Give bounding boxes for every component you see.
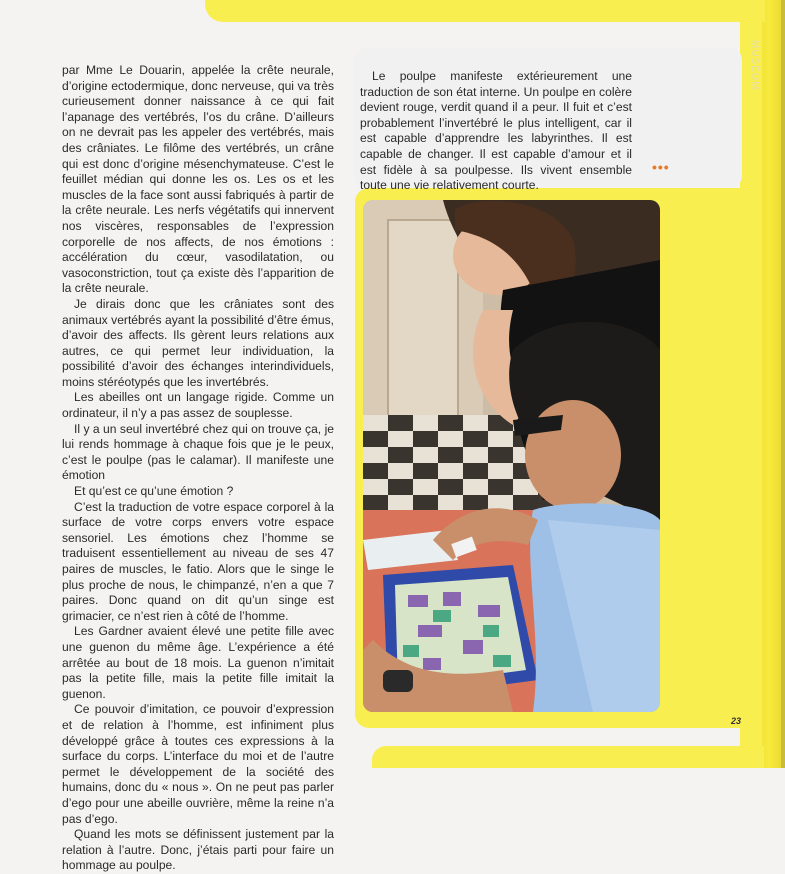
page-number: 23 — [731, 716, 742, 726]
spine-edge — [781, 0, 785, 768]
paragraph: Les Gardner avaient élevé une petite fille avec une guenon du même âge. L’expérience a été arrêtée au bout de 18 mois. La guenon n’imitait pas la petite fille, mais la petite fille imitait la guenon. — [62, 624, 334, 701]
paragraph: Il y a un seul invertébré chez qui on trouve ça, je lui rends hommage à chaque fois que je le peux, c’est le poulpe (pas le calamar). Il manifeste une émotion — [62, 421, 334, 483]
paragraph: Je dirais donc que les crâniates sont des animaux vertébrés ayant la possibilité d’être émus, d’avoir des affects. Ils gèrent leurs relations aux autres, ce qui permet leur individuation, la possibilité d’avoir des échanges interindividuels, moins stéréotypés que les invertébrés. — [62, 296, 334, 389]
paragraph: Quand les mots se définissent justement par la relation à l’autre. Donc, j’étais parti pour faire un hommage au poulpe. — [62, 827, 334, 873]
right-text-column — [360, 69, 632, 194]
left-text-column — [62, 63, 334, 874]
paragraph: Ce pouvoir d’imitation, ce pouvoir d’expression et de relation à l’homme, est infiniment plus développé grâce à toutes ces expressions à la surface du corps. L’interface du moi et de l’autre permet le développement de la société des humains, donc du « nous ». On ne peut pas parler d’ego pour une abeille ouvrière, même la reine n’a pas d’ego. — [62, 702, 334, 826]
yellow-bottom-band — [372, 746, 764, 768]
paragraph: C’est la traduction de votre espace corporel à la surface de votre corps envers votre espace sensoriel. Les émotions chez l’homme se traduisent essentiellement au niveau de ses 47 paires de muscles, le fatio. Alors que le singe le plus proche de nous, le chimpanzé, n’en a que 7 paires. Donc quand on dit qu’un singe est grimacier, ce n’est rien à côté de l’homme. — [62, 499, 334, 623]
ornament-dots: ••• — [652, 159, 670, 175]
yellow-top-band — [205, 0, 765, 22]
paragraph: par Mme Le Douarin, appelée la crête neurale, d’origine ectodermique, donc nerveuse, qui va très curieusement donner naissance à ce qui fait l’apanage des vertébrés, l’os du crâne. D’ailleurs on ne devrait pas les appeler des vertébrés, mais des crâniates. Le filôme des vertébrés, un crâne qui est donc d’origine mésenchymateuse. C’est le feuillet médian qui donne les os. Les os et les muscles de la face sont aussi fabriqués à partir de la crête neurale. Les nerfs végétatifs qui innervent nos viscères, responsables de l’expression corporelle de nos affects, de nos émotions : accélération du cœur, vasodilatation, ou vasoconstriction, tout ça existe dès l’apparition de la crête neurale. — [62, 63, 334, 296]
paragraph: Et qu’est ce qu’une émotion ? — [74, 484, 234, 499]
paragraph: Le poulpe manifeste extérieurement une traduction de son état interne. Un poulpe en colère devient rouge, verdit quand il a peur. Il fuit et c’est probablement l’invertébré le plus intelligent, car il est capable d’apprendre les labyrinthes. Il est capable de changer. Il est capable d’amour et il est fidèle à sa poulpesse. Ils vivent ensemble toute une vie relativement courte. — [360, 69, 632, 193]
side-label: MUSEUM — [749, 40, 760, 91]
photo-illustration — [363, 200, 660, 712]
photo-puzzle-players — [363, 200, 660, 712]
paragraph: Les abeilles ont un langage rigide. Comme un ordinateur, il n’y a pas assez de souplesse. — [62, 390, 334, 421]
